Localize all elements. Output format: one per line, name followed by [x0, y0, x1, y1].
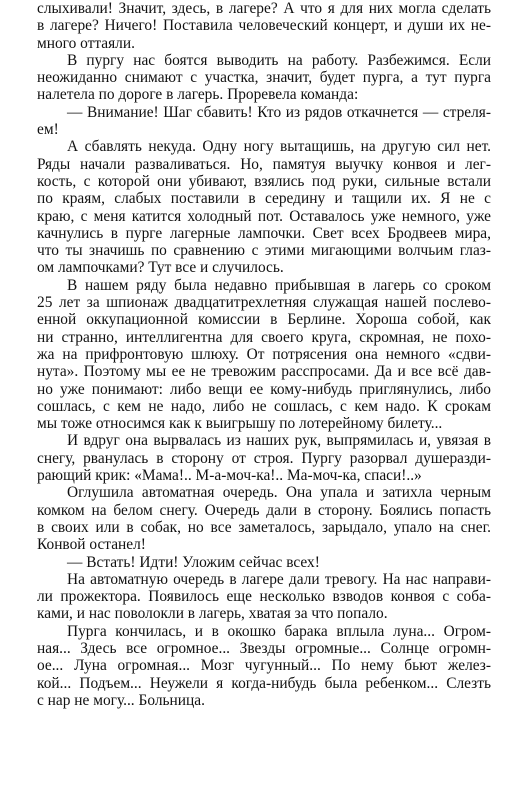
- text-line: ем!: [37, 121, 59, 139]
- text-line: кость, с которой они убивают, взялись под руки, сильные встали: [37, 172, 491, 190]
- text-line: ое... Луна огромная... Мозг чугунный... По нему бьют желез-: [37, 657, 491, 675]
- text-line: много оттаяли.: [37, 34, 135, 52]
- text-line: комком на белом снегу. Очередь дали в сторону. Боялись попасть: [37, 501, 491, 519]
- text-line: налетела по дороге в лагерь. Проревела команда:: [37, 86, 359, 104]
- text-line: кой... Подъем... Неужели я когда-нибудь была ребенком... Слезть: [37, 674, 491, 692]
- text-line: в своих или в собак, но все заметалось, зарыдало, упало на снег.: [37, 518, 491, 536]
- text-line: 25 лет за шпионаж двадцатитрехлетняя служащая нашей послево-: [37, 294, 491, 312]
- text-line: Оглушила автоматная очередь. Она упала и затихла черным: [67, 484, 491, 502]
- text-line: слыхивали! Значит, здесь, в лагере? А что я для них могла сделать: [37, 0, 491, 17]
- text-line: краю, с меня катится холодный пот. Оставалось уже немного, уже: [37, 207, 491, 225]
- text-line: И вдруг она вырвалась из наших рук, выпрямилась и, увязая в: [67, 432, 491, 450]
- text-line: Конвой останел!: [37, 536, 146, 554]
- text-line: В пургу нас боятся выводить на работу. Разбежимся. Если: [67, 51, 491, 69]
- text-line: по краям, слабых поставили в середину и тащили их. Я не с: [37, 190, 491, 208]
- text-line: нута». Поэтому мы ее не тревожим расспросами. Да и все всё дав-: [37, 363, 491, 381]
- text-line: В нашем ряду была недавно прибывшая в лагерь со сроком: [67, 276, 491, 294]
- text-line: ом лампочками? Тут все и случилось.: [37, 259, 284, 277]
- text-line: что ты значишь по сравнению с этими мигающими волчьим глаз-: [37, 242, 491, 260]
- text-line: енной оккупационной комиссии в Берлине. Хороша собой, как: [37, 311, 491, 329]
- text-line: — Внимание! Шаг сбавить! Кто из рядов откачнется — стреля-: [67, 103, 491, 121]
- text-line: в лагере? Ничего! Поставила человеческий концерт, и души их не-: [37, 17, 491, 35]
- text-line: На автоматную очередь в лагере дали тревогу. На нас направи-: [67, 570, 491, 588]
- page-text: [37, 0, 491, 709]
- text-line: ли прожектора. Появилось еще несколько взводов конвоя с соба-: [37, 588, 491, 606]
- text-line: с нар не могу... Больница.: [37, 691, 205, 709]
- text-line: ная... Здесь все огромное... Звезды огромные... Солнце огромн-: [37, 639, 491, 657]
- text-line: ни странно, интеллигентна для своего круга, скромная, не похо-: [37, 328, 491, 346]
- text-line: сошлась, с кем не надо, либо не сошлась, с кем надо. К срокам: [37, 397, 491, 415]
- text-line: ками, и нас поволокли в лагерь, хватая за что попало.: [37, 605, 388, 623]
- text-line: рающий крик: «Мама!.. М-а-моч-ка!.. Ма-моч-ка, спаси!..»: [37, 467, 422, 485]
- text-line: Ряды начали разваливаться. Но, памятуя выучку конвоя и лег-: [37, 155, 491, 173]
- text-line: А сбавлять некуда. Одну ногу вытащишь, на другую сил нет.: [67, 138, 491, 156]
- text-line: снегу, рванулась в сторону от строя. Пургу разорвал душеразди-: [37, 449, 491, 467]
- text-line: качнулись в пурге лагерные лампочки. Свет всех Бродвеев мира,: [37, 224, 491, 242]
- text-line: Пурга кончилась, и в окошко барака вплыла луна... Огром-: [67, 622, 491, 640]
- text-line: но уже понимают: либо вещи ее кому-нибудь приглянулись, либо: [37, 380, 491, 398]
- text-line: мы тоже относимся как к выигрышу по лотерейному билету...: [37, 415, 443, 433]
- text-line: — Встать! Идти! Уложим сейчас всех!: [67, 553, 320, 571]
- text-line: неожиданно снимают с участка, значит, будет пурга, а тут пурга: [37, 69, 491, 87]
- text-line: жа на прифронтовую шлюху. От потрясения она немного «сдви-: [37, 345, 491, 363]
